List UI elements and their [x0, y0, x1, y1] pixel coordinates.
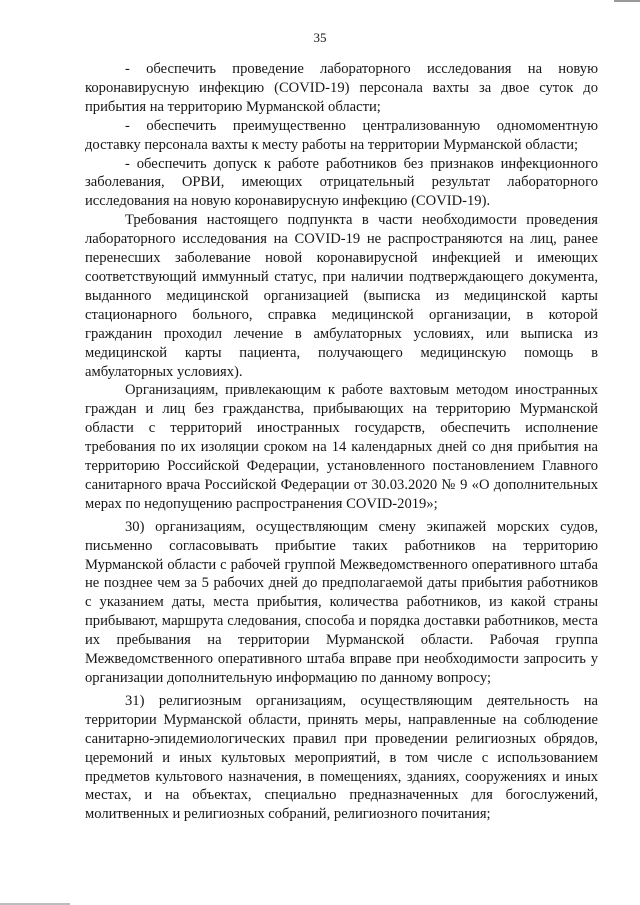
scan-corner-mark	[614, 0, 640, 2]
paragraph-centralized-delivery: - обеспечить преимущественно централизованную одномоментную доставку персонала вахты к месту работы на территории Мурманской области;	[85, 117, 598, 153]
paragraph-requirements-exemption: Требования настоящего подпункта в части необходимости проведения лабораторного исследования на COVID-19 не распространяются на лиц, ранее перенесших заболевание новой коронавирусной инфекцией и имеющих соответствующий иммунный статус, при наличии подтверждающего документа, выданного медицинской организацией (выписка из медицинской карты стационарного больного, справка медицинской организации, в которой гражданин проходил лечение в амбулаторных условиях, или выписка из медицинской карты пациента, получающего медицинскую помощь в амбулаторных условиях).	[85, 212, 598, 380]
paragraph-work-admission: - обеспечить допуск к работе работников без признаков инфекционного заболевания, ОРВИ, имеющих отрицательный результат лабораторного исследования на новую коронавирусную инфекцию (COVID-19).	[85, 155, 598, 210]
page-number: 35	[313, 30, 327, 45]
paragraph-item-30-crew-change: 30) организациям, осуществляющим смену экипажей морских судов, письменно согласовывать прибытие таких работников на территорию Мурманской области с рабочей группой Межведомственного оперативного штаба не позднее чем за 5 рабочих дней до предполагаемой даты прибытия работников с указанием даты, места прибытия, количества работников, из какой страны прибывают, маршрута следования, способа и порядка доставки работников, места их пребывания на территории Мурманской области. Рабочая группа Межведомственного оперативного штаба вправе при необходимости запросить у организации дополнительную информацию по данному вопросу;	[85, 518, 598, 686]
paragraph-item-31-religious-organizations: 31) религиозным организациям, осуществляющим деятельность на территории Мурманской области, принять меры, направленные на соблюдение санитарно-эпидемиологических правил при проведении религиозных обрядов, церемоний и иных культовых мероприятий, в том числе с использованием предметов культового назначения, в помещениях, зданиях, сооружениях и иных местах, и на объектах, специально предназначенных для богослужений, молитвенных и религиозных собраний, религиозного почитания;	[85, 692, 598, 823]
paragraph-foreign-workers-isolation: Организациям, привлекающим к работе вахтовым методом иностранных граждан и лиц без гражданства, прибывающих на территорию Мурманской области с территорий иностранных государств, обеспечить исполнение требования по их изоляции сроком на 14 календарных дней со дня прибытия на территорию Российской Федерации, установленного постановлением Главного санитарного врача Российской Федерации от 30.03.2020 № 9 «О дополнительных мерах по недопущению распространения COVID-2019»;	[85, 382, 598, 512]
document-body	[85, 60, 598, 824]
paragraph-lab-testing: - обеспечить проведение лабораторного исследования на новую коронавирусную инфекцию (COVID-19) персонала вахты за двое суток до прибытия на территорию Мурманской области;	[85, 61, 598, 115]
